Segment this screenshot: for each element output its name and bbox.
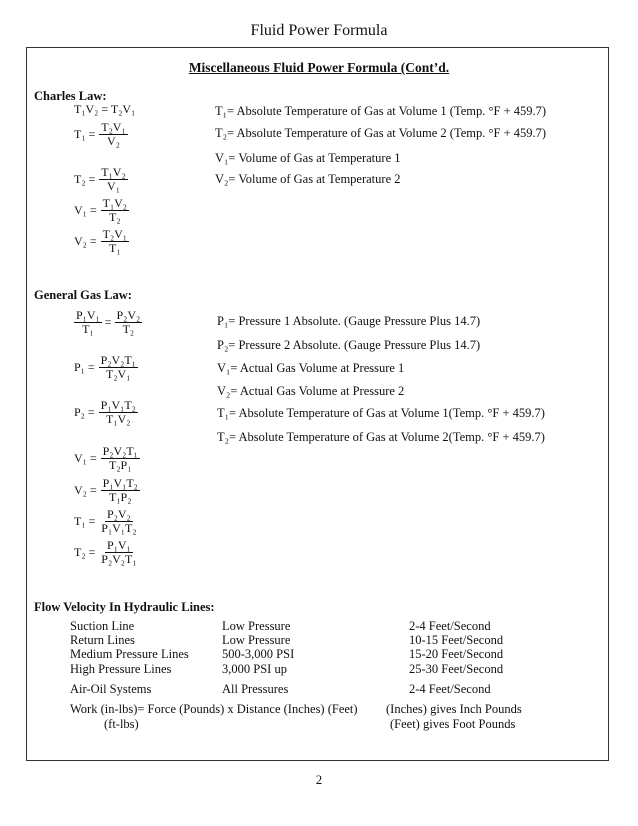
numerator: P₁V₁ bbox=[76, 307, 100, 322]
fraction bbox=[74, 309, 102, 336]
formula-lhs: T₂ = bbox=[74, 544, 96, 559]
denominator: T₁V₂ bbox=[106, 411, 131, 426]
flow-row-pressure: 3,000 PSI up bbox=[222, 662, 287, 676]
page-number: 2 bbox=[315, 772, 323, 787]
flow-row-pressure: Low Pressure bbox=[222, 633, 291, 647]
document-title: Fluid Power Formula bbox=[250, 22, 388, 39]
formula-lhs: V₁ = bbox=[74, 450, 97, 465]
charles-law-heading: Charles Law: bbox=[34, 89, 107, 103]
general-formula-p2 bbox=[74, 396, 138, 428]
charles-formula-main bbox=[74, 101, 135, 117]
flow-row-line: High Pressure Lines bbox=[70, 662, 172, 676]
flow-row-velocity: 2-4 Feet/Second bbox=[409, 682, 491, 696]
charles-formula-v1 bbox=[74, 194, 129, 226]
numerator: T₂V₁ bbox=[101, 119, 126, 134]
general-formula-main bbox=[74, 306, 142, 338]
charles-def-v2: V₂= Volume of Gas at Temperature 2 bbox=[215, 172, 401, 186]
numerator: T₁V₂ bbox=[101, 164, 126, 179]
flow-row-velocity: 10-15 Feet/Second bbox=[409, 633, 504, 647]
fraction bbox=[99, 399, 138, 426]
denominator: P₁V₁T₂ bbox=[101, 520, 137, 535]
fraction bbox=[99, 166, 127, 193]
charles-formula-v2 bbox=[74, 225, 129, 257]
fraction bbox=[101, 197, 129, 224]
denominator: P₂V₂T₁ bbox=[101, 551, 137, 566]
fraction bbox=[99, 539, 138, 566]
charles-def-t1: T₁= Absolute Temperature of Gas at Volume 1 (Temp. °F + 459.7) bbox=[215, 104, 547, 118]
formula-lhs: V₂ = bbox=[74, 482, 97, 497]
flow-row-line: Return Lines bbox=[70, 633, 135, 647]
numerator: P₂V₂ bbox=[107, 506, 131, 521]
general-formula-t1 bbox=[74, 505, 139, 537]
general-formula-v1 bbox=[74, 442, 140, 474]
equals-sign: = bbox=[104, 314, 112, 329]
flow-row-velocity: 25-30 Feet/Second bbox=[409, 662, 504, 676]
fraction bbox=[99, 121, 127, 148]
general-def-t1: T₁= Absolute Temperature of Gas at Volume 1(Temp. °F + 459.7) bbox=[217, 406, 545, 420]
numerator: P₁V₁ bbox=[107, 537, 131, 552]
charles-def-t2: T₂= Absolute Temperature of Gas at Volume 2 (Temp. °F + 459.7) bbox=[215, 126, 547, 140]
formula-lhs: T₁ = bbox=[74, 126, 96, 141]
denominator: T₂ bbox=[122, 321, 135, 336]
fraction bbox=[101, 445, 140, 472]
fraction bbox=[115, 309, 143, 336]
general-def-p2: P₂= Pressure 2 Absolute. (Gauge Pressure Plus 14.7) bbox=[217, 338, 481, 352]
numerator: T₁V₂ bbox=[102, 195, 127, 210]
work-formula-line: Work (in-lbs)= Force (Pounds) x Distance (Inches) (Feet) bbox=[70, 702, 358, 716]
formula-lhs: V₁ = bbox=[74, 202, 97, 217]
flow-row-pressure: Low Pressure bbox=[222, 619, 291, 633]
formula-lhs: T₂ = bbox=[74, 171, 96, 186]
numerator: P₂V₂ bbox=[116, 307, 141, 322]
numerator: P₂V₂T₁ bbox=[100, 352, 136, 367]
charles-def-v1: V₁= Volume of Gas at Temperature 1 bbox=[215, 151, 401, 165]
denominator: T₂ bbox=[109, 209, 121, 224]
denominator: T₁P₂ bbox=[109, 489, 132, 504]
work-result-inches: (Inches) gives Inch Pounds bbox=[386, 702, 522, 716]
denominator: T₁ bbox=[82, 321, 94, 336]
general-formula-p1 bbox=[74, 351, 138, 383]
denominator: V₂ bbox=[107, 133, 120, 148]
work-result-feet: (Feet) gives Foot Pounds bbox=[390, 717, 516, 731]
flow-velocity-heading: Flow Velocity In Hydraulic Lines: bbox=[34, 600, 215, 614]
formula-lhs: V₂ = bbox=[74, 233, 97, 248]
fraction bbox=[101, 228, 129, 255]
numerator: T₂V₁ bbox=[102, 226, 127, 241]
general-def-t2: T₂= Absolute Temperature of Gas at Volume 2(Temp. °F + 459.7) bbox=[217, 430, 545, 444]
flow-row-line: Suction Line bbox=[70, 619, 135, 633]
flow-row-pressure: All Pressures bbox=[222, 682, 289, 696]
numerator: P₁V₁T₂ bbox=[100, 397, 136, 412]
charles-formula-t1 bbox=[74, 118, 128, 150]
fraction bbox=[99, 354, 138, 381]
general-formula-v2 bbox=[74, 474, 140, 506]
formula-lhs: T₁ = bbox=[74, 513, 96, 528]
flow-row-velocity: 2-4 Feet/Second bbox=[409, 619, 491, 633]
general-def-v1: V₁= Actual Gas Volume at Pressure 1 bbox=[217, 361, 405, 375]
numerator: P₁V₁T₂ bbox=[102, 475, 138, 490]
denominator: T₂P₁ bbox=[109, 457, 132, 472]
denominator: V₁ bbox=[107, 178, 120, 193]
general-formula-t2 bbox=[74, 536, 139, 568]
flow-row-velocity: 15-20 Feet/Second bbox=[409, 647, 504, 661]
general-def-p1: P₁= Pressure 1 Absolute. (Gauge Pressure Plus 14.7) bbox=[217, 314, 481, 328]
formula-text: T₁V₂ = T₂V₁ bbox=[74, 101, 136, 116]
section-heading: Miscellaneous Fluid Power Formula (Cont’d. bbox=[188, 60, 450, 75]
general-gas-law-heading: General Gas Law: bbox=[34, 288, 132, 302]
fraction bbox=[101, 477, 140, 504]
general-def-v2: V₂= Actual Gas Volume at Pressure 2 bbox=[217, 384, 405, 398]
formula-lhs: P₁ = bbox=[74, 359, 95, 374]
denominator: T₁ bbox=[109, 240, 121, 255]
numerator: P₂V₂T₁ bbox=[102, 443, 138, 458]
flow-row-line: Air-Oil Systems bbox=[70, 682, 152, 696]
denominator: T₂V₁ bbox=[106, 366, 131, 381]
flow-row-pressure: 500-3,000 PSI bbox=[222, 647, 295, 661]
fraction bbox=[99, 508, 138, 535]
formula-lhs: P₂ = bbox=[74, 404, 95, 419]
work-formula-subline: (ft-lbs) bbox=[104, 717, 139, 731]
charles-formula-t2 bbox=[74, 163, 128, 195]
flow-row-line: Medium Pressure Lines bbox=[70, 647, 189, 661]
